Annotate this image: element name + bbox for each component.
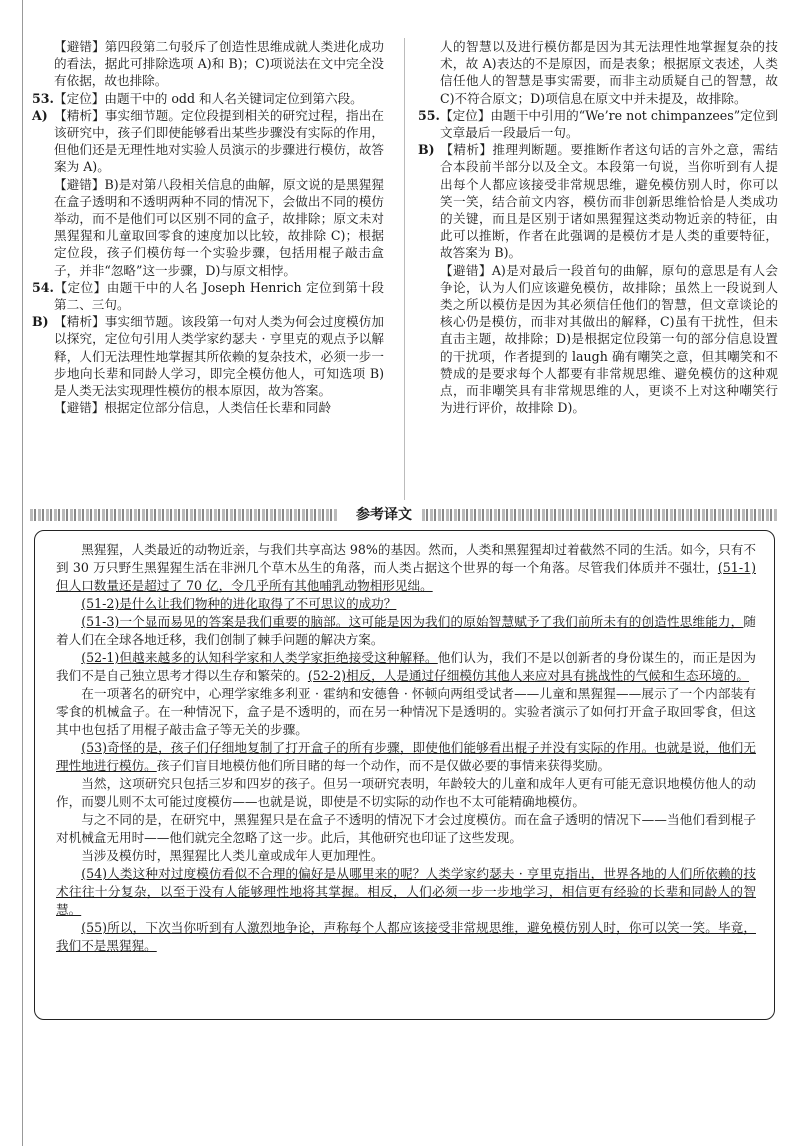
q54-locate	[32, 279, 384, 313]
translation-p1-text: 黑猩猩，人类最近的动物近亲，与我们共享高达 98%的基因。然而，人类和黑猩猩却过着截然不同的生活。如今，只有不到 30 万只野生黑猩猩生活在非洲几个草木丛生的角落，而人类占据这个世界的每一个角落。尽管我们体质并不强壮，	[56, 542, 756, 575]
q55-analysis	[418, 141, 778, 261]
translation-text	[56, 541, 756, 955]
header-decoration-right	[422, 509, 778, 521]
translation-paragraph-4	[56, 649, 756, 685]
q53-answer: A)	[32, 107, 48, 123]
translation-paragraph-6	[56, 739, 756, 775]
header-decoration-left	[30, 509, 338, 521]
translation-p11-underlined: (55)所以，下次当你听到有人激烈地争论，声称每个人都应该接受非常规思维，避免模仿别人时，你可以笑一笑。毕竟，我们不是黑猩猩。	[56, 920, 756, 953]
translation-p3-text: 随着人们在全球各地迁移，我们创制了棘手问题的解决方案。	[56, 614, 756, 647]
q54-avoid-error: 【避错】根据定位部分信息，人类信任长辈和同龄	[54, 400, 332, 416]
q53-avoid-error: 【避错】B)是对第八段相关信息的曲解，原文说的是黑猩猩在盒子透明和不透明两种不同的情况下，会做出不同的模仿举动，而不是他们可以区别不同的盒子，故排除；原文未对黑猩猩和儿童取回零食的速度加以比较，故排除 C)；根据定位段，孩子们模仿每一个实验步骤，包括用棍子敲击盒子，并非“忽略”这一步骤，D)与原文相悖。	[54, 176, 384, 278]
translation-p4-underlined-1: (52-1)但越来越多的认知科学家和人类学家拒绝接受这种解释。	[81, 650, 438, 665]
translation-p4-text: 他们认为，我们不是以创新者的身份谋生的，而正是因为我们不是自己独立思考才得以生存和繁荣的。	[56, 650, 757, 683]
q55-analysis-text: 【精析】推理判断题。要推断作者这句话的言外之意，需结合本段前半部分以及全文。本段第一句说，当你听到有人提出每个人都应该接受非常规思维，避免模仿别人时，你可以笑一笑，结合前文内容，模仿而非创新思维恰恰是人类成功的关键，而且是区别于诸如黑猩猩这类动物近亲的特征，由此可以推断，作者在此强调的是模仿才是人类的重要特征，故答案为 B)。	[440, 142, 778, 261]
translation-paragraph-7: 当然，这项研究只包括三岁和四岁的孩子。但另一项研究表明，年龄较大的儿童和成年人更有可能无意识地模仿他人的动作，而婴儿则不太可能过度模仿——也就是说，即使是不切实际的动作也不太可能精确地模仿。	[56, 776, 756, 809]
q53-number: 53.	[32, 90, 54, 106]
q55-answer: B)	[418, 142, 435, 158]
translation-paragraph-1	[56, 541, 756, 595]
translation-paragraph-10	[56, 865, 756, 919]
translation-paragraph-3	[56, 613, 756, 649]
translation-p6-text: 孩子们盲目地模仿他们所目睹的每一个动作，而不是仅做必要的事情来获得奖励。	[156, 758, 611, 773]
q53-analysis-text: 【精析】事实细节题。定位段提到相关的研究过程，指出在该研究中，孩子们即使能够看出某些步骤没有实际的作用，但他们还是无理性地对实验人员演示的步骤进行模仿，故答案为 A)。	[54, 107, 384, 175]
q54-avoid-error-cont: 人的智慧以及进行模仿都是因为其无法理性地掌握复杂的技术，故 A)表达的不是原因，而是表象；根据原文表述，人类信任他人的智慧是事实需要，而非主动质疑自己的智慧，故 C)不符合原文；D)项信息在原文中并未提及，故排除。	[440, 39, 778, 106]
left-margin-rule	[22, 0, 23, 1146]
q53-analysis	[32, 107, 384, 176]
translation-paragraph-5: 在一项著名的研究中，心理学家维多利亚 · 霍纳和安德鲁 · 怀顿向两组受试者——儿童和黑猩猩——展示了一个内部装有零食的机械盒子。在一种情况下，盒子是不透明的，而在另一种情况下是透明的。实验者演示了如何打开盒子取回零食，但这其中也包括了用棍子敲击盒子等无关的步骤。	[56, 686, 756, 737]
q55-number: 55.	[418, 107, 440, 123]
translation-paragraph-2	[56, 595, 756, 613]
translation-p6-underlined: (53)奇怪的是，孩子们仔细地复制了打开盒子的所有步骤，即使他们能够看出棍子并没有实际的作用。也就是说，他们无理性地进行模仿。	[56, 740, 756, 773]
q55-locate	[418, 107, 778, 141]
q54-number: 54.	[32, 279, 54, 295]
translation-p2-underlined: (51-2)是什么让我们物种的进化取得了不可思议的成功？	[81, 596, 397, 611]
translation-p4-underlined-2: (52-2)相反，人是通过仔细模仿其他人来应对具有挑战性的气候和生态环境的。	[307, 668, 749, 683]
translation-paragraph-11	[56, 919, 756, 955]
section-header	[30, 504, 778, 526]
q54-analysis-text: 【精析】事实细节题。该段第一句对人类为何会过度模仿加以探究，定位句引用人类学家约瑟夫 · 亨里克的观点予以解释，人们无法理性地掌握其所依赖的复杂技术，必须一步一步地向长辈和同龄人学习，即完全模仿他人，可知选项 B)是人类无法实现理性模仿的根本原因，故为答案。	[54, 314, 384, 399]
q52-avoid-error: 【避错】第四段第二句驳斥了创造性思维成就人类进化成功的看法，据此可排除选项 A)和 B)；C)项说法在文中完全没有依据，故也排除。	[54, 39, 384, 89]
q53-locate-text: 【定位】由题干中的 odd 和人名关键词定位到第六段。	[54, 90, 363, 106]
answer-explanations	[32, 38, 778, 500]
section-title: 参考译文	[356, 507, 412, 523]
translation-p10-underlined: (54)人类这种对过度模仿看似不合理的偏好是从哪里来的呢？人类学家约瑟夫 · 亨里克指出，世界各地的人们所依赖的技术往往十分复杂，以至于没有人能够理性地将其掌握。相反，人们必须一步一步地学习，相信更有经验的长辈和同龄人的智慧。	[56, 866, 756, 917]
q55-locate-text: 【定位】由题干中引用的“We’re not chimpanzees”定位到文章最后一段最后一句。	[440, 107, 778, 141]
q55-avoid-error: 【避错】A)是对最后一段首句的曲解，原句的意思是有人会争论，认为人们应该避免模仿，故排除；虽然上一段说到人类之所以模仿是因为其必须信任他们的智慧，但文章谈论的核心仍是模仿，而非对其做出的解释，C)虽有干扰性，但未直击主题，故排除；D)是根据定位段第一句的部分信息设置的干扰项，作者提到的 laugh 确有嘲笑之意，但其嘲笑和不赞成的是要求每个人都要有非常规思维、避免模仿的这种观点，而非嘲笑具有非常规思维的人，更谈不上对这种嘲笑行为进行评价，故排除 D)。	[440, 262, 778, 416]
left-column	[32, 38, 384, 416]
q54-locate-text: 【定位】由题干中的人名 Joseph Henrich 定位到第十段第二、三句。	[54, 279, 384, 313]
translation-p1-underlined: (51-1)但人口数量还是超过了 70 亿，令几乎所有其他哺乳动物相形见绌。	[56, 560, 756, 593]
q53-locate	[32, 90, 384, 107]
column-divider	[404, 38, 405, 500]
translation-paragraph-9: 当涉及模仿时，黑猩猩比人类儿童或成年人更加理性。	[81, 848, 384, 863]
right-column	[418, 38, 778, 416]
translation-paragraph-8: 与之不同的是，在研究中，黑猩猩只是在盒子不透明的情况下才会过度模仿。而在盒子透明的情况下——当他们看到棍子对机械盒无用时——他们就完全忽略了这一步。此后，其他研究也印证了这些发现。	[56, 812, 756, 845]
translation-p3-underlined: (51-3)一个显而易见的答案是我们重要的脑部。这可能是因为我们的原始智慧赋予了我们前所未有的创造性思维能力，	[81, 614, 744, 629]
q54-answer: B)	[32, 314, 49, 330]
q54-analysis	[32, 313, 384, 399]
